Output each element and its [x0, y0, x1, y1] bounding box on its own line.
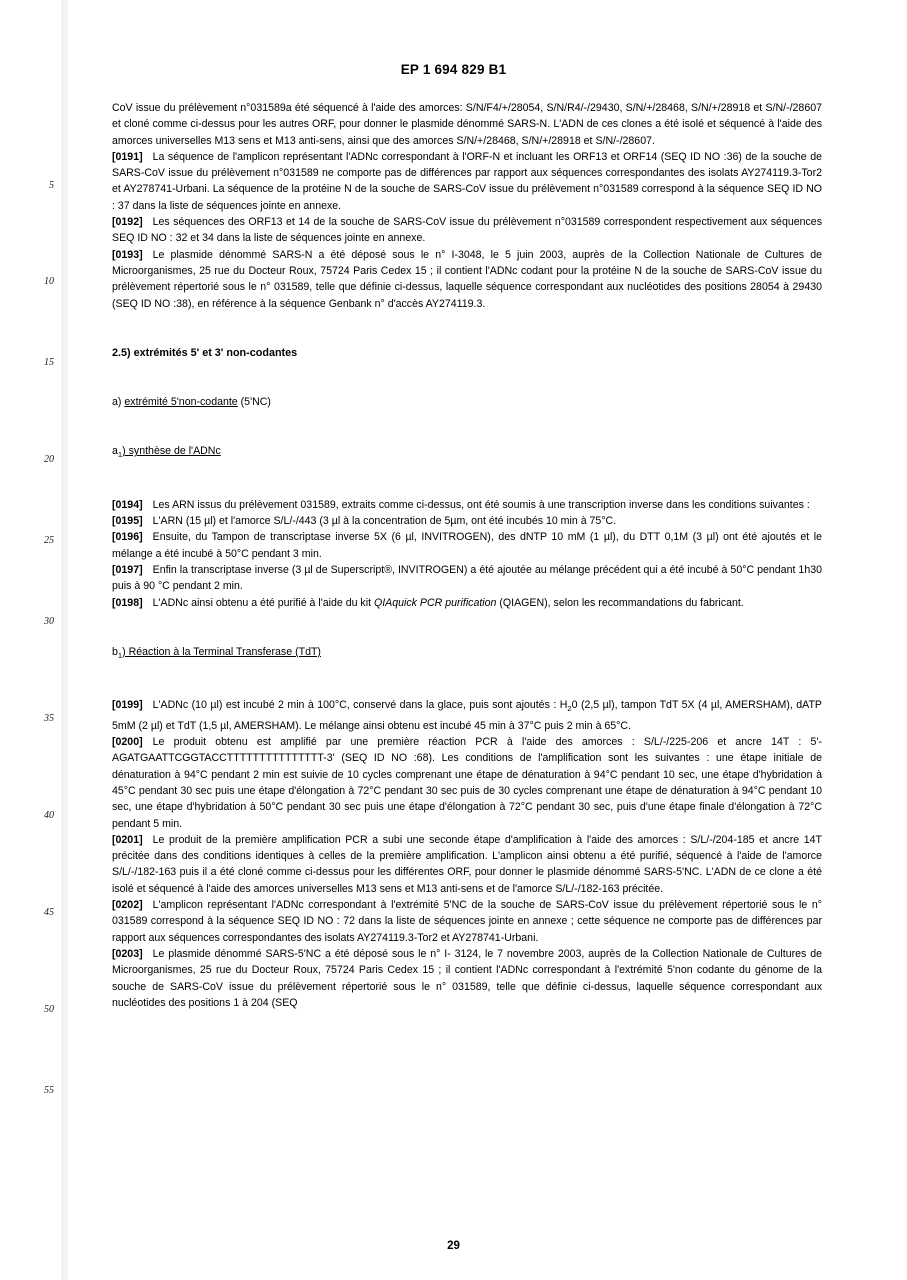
subheading-b1-prefix: b [112, 645, 118, 658]
paragraph-text: L'ARN (15 µl) et l'amorce S/L/-/443 (3 µl à la concentration de 5µm, ont été incubés 10 min à 75°C. [152, 515, 617, 528]
paragraph-text: Le produit de la première amplification PCR a subi une seconde étape d'amplification à l'aide des amorces : S/L/-/204-185 et ancre 14T précitée dans des conditions identiques à celles de la première amplification. L'amplicon ainsi obtenu a été purifié, séquencé à l'aide de l'amorce S/L/-/182-163 puis il a été cloné comme ci-dessus pour les différentes ORF, pour donner le plasmide dénommé SARS-5'NC. L'ADN de ce clone a été isolé et séquencé à l'aide des amorces universelles M13 sens et M13 anti-sens et de l'amorce S/L/-/182-163 précitée. [112, 833, 822, 895]
paragraph-0195 [112, 513, 822, 529]
paragraph-text-part2: 0 (2,5 µl), tampon TdT 5X (4 µl, AMERSHAM), dATP 5mM (2 µl) et TdT (1,5 µl, AMERSHAM). Le mélange ainsi obtenu est incubé 45 min à 37°C puis 2 min à 65°C. [112, 699, 823, 732]
section-heading-2-5: 2.5) extrémités 5' et 3' non-codantes [112, 346, 298, 359]
subheading-b1 [112, 644, 822, 664]
paragraph-0197 [112, 562, 822, 595]
subheading-b1-subscript: 1 [117, 651, 123, 661]
line-number: 40 [44, 810, 54, 821]
subheading-a-suffix: (5'NC) [237, 396, 271, 409]
paragraph-number: [0196] [112, 531, 143, 544]
paragraph-text-part1: L'ADNc (10 µl) est incubé 2 min à 100°C, conservé dans la glace, puis sont ajoutés : H [152, 699, 568, 712]
paragraph-0198 [112, 595, 822, 611]
line-number: 35 [44, 713, 54, 724]
paragraph-text: Le produit obtenu est amplifié par une première réaction PCR à l'aide des amorces : S/L/-/225-206 et ancre 14T : 5'-AGATGAATTCGGTACCTTTTTTTTTTTTTTT-3' (SEQ ID NO :68). Les conditions de l'amplification sont les suivantes : une étape initiale de dénaturation à 94°C pendant 2 min est suivie de 10 cycles comprenant une étape de dénaturation à 94°C pendant 10 sec, une étape d'hybridation à 45°C pendant 30 sec puis une étape d'élongation à 72°C pendant 30 sec puis de 30 cycles comprenant une étape de dénaturation à 94°C pendant 10 sec, une étape d'hybridation à 50°C pendant 30 sec puis une étape d'élongation à 72°C pendant 30 sec, puis d'une étape finale d'élongation à 72°C pendant 5 min. [112, 736, 822, 830]
page-title: EP 1 694 829 B1 [400, 62, 507, 77]
subheading-a-prefix: a) [112, 396, 125, 409]
kit-name-italic: QIAquick PCR purification [373, 596, 497, 609]
paragraph-0193 [112, 247, 822, 312]
paragraph-number: [0192] [112, 216, 143, 229]
paragraph-text: Les ARN issus du prélèvement 031589, extraits comme ci-dessus, ont été soumis à une transcription inverse dans les conditions suivantes : [152, 498, 810, 511]
paragraph-text: Ensuite, du Tampon de transcriptase inverse 5X (6 µl, INVITROGEN), des dNTP 10 mM (1 µl), du DTT 0,1M (3 µl) ont été ajoutés et le mélange a été incubé à 50°C pendant 3 min. [112, 531, 822, 560]
text-column [112, 100, 822, 1011]
paragraph-0202 [112, 897, 822, 946]
paragraph-number: [0201] [112, 833, 143, 846]
paragraph-number: [0199] [112, 699, 143, 712]
paragraph-0200 [112, 734, 822, 832]
subheading-b1-underlined: ) Réaction à la Terminal Transferase (TdT) [122, 645, 321, 658]
paragraph-number: [0193] [112, 248, 143, 261]
line-number: 55 [44, 1085, 54, 1096]
continuation-paragraph: CoV issue du prélèvement n°031589a été séquencé à l'aide des amorces: S/N/F4/+/28054, S/N/R4/-/29430, S/N/+/28468, S/N/+/28918 et S/N/-/28607 et cloné comme ci-dessus pour les autres ORF, pour donner le plasmide dénommé SARS-N. L'ADN de ces clones a été isolé et séquencé à l'aide des amorces universelles M13 sens et M13 anti-sens, ainsi que des amorces S/N/+/28468, S/N/+/28918 et S/N/-/28607. [112, 102, 822, 147]
paragraph-text-after-italic: (QIAGEN), selon les recommandations du fabricant. [496, 596, 744, 609]
paragraph-number: [0203] [112, 947, 143, 960]
paragraph-text: L'amplicon représentant l'ADNc correspondant à l'extrémité 5'NC de la souche de SARS-CoV issue du prélèvement répertorié sous le n° 031589 correspond à la séquence SEQ ID NO : 72 dans la liste de séquences jointe en annexe ; cette séquence ne comporte pas de différences par rapport aux séquences correspondantes des isolats AY274119.3-Tor2 et AY278741-Urbani. [112, 899, 822, 944]
left-margin-band [61, 0, 68, 1280]
paragraph-number: [0197] [112, 564, 143, 577]
paragraph-number: [0198] [112, 596, 143, 609]
paragraph-number: [0195] [112, 515, 143, 528]
paragraph-0203 [112, 946, 822, 1011]
paragraph-text: Les séquences des ORF13 et 14 de la souche de SARS-CoV issue du prélèvement n°031589 correspondent respectivement aux séquences SEQ ID NO : 32 et 34 dans la liste de séquences jointe en annexe. [112, 216, 822, 245]
line-number: 10 [44, 276, 54, 287]
paragraph-0192 [112, 214, 822, 247]
line-number: 15 [44, 357, 54, 368]
line-number: 25 [44, 535, 54, 546]
spacer [112, 664, 822, 697]
subheading-a1-subscript: 1 [117, 450, 123, 460]
subheading-a1 [112, 443, 822, 463]
spacer [112, 611, 822, 644]
paragraph-0196 [112, 529, 822, 562]
spacer [112, 361, 822, 394]
paragraph-text-before-italic: L'ADNc ainsi obtenu a été purifié à l'aide du kit [152, 596, 374, 609]
line-number: 5 [49, 180, 54, 191]
paragraph-0199 [112, 697, 822, 734]
paragraph-0194 [112, 497, 822, 513]
spacer [112, 464, 822, 497]
line-number: 45 [44, 907, 54, 918]
paragraph-0201 [112, 832, 822, 897]
line-number: 20 [44, 454, 54, 465]
subheading-a1-underlined: ) synthèse de l'ADNc [122, 445, 221, 458]
paragraph-number: [0194] [112, 498, 143, 511]
subheading-a-underlined: extrémité 5'non-codante [124, 396, 238, 409]
paragraph-number: [0200] [112, 736, 143, 749]
line-number: 30 [44, 616, 54, 627]
paragraph-text: Enfin la transcriptase inverse (3 µl de Superscript®, INVITROGEN) a été ajoutée au mélange précédent qui a été incubé à 50°C pendant 1h30 puis à 90 °C pendant 2 min. [112, 564, 822, 593]
water-subscript: 2 [567, 704, 572, 714]
subheading-a [112, 394, 822, 410]
line-number: 50 [44, 1004, 54, 1015]
paragraph-text: Le plasmide dénommé SARS-5'NC a été déposé sous le n° I- 3124, le 7 novembre 2003, auprès de la Collection Nationale de Cultures de Microorganismes, 25 rue du Docteur Roux, 75724 Paris Cedex 15 ; il contient l'ADNc correspondant à l'extrémité 5'non codante du génome de la souche de SARS-CoV issue du prélèvement répertorié sous le n° 031589, telle que définie ci-dessus, laquelle séquence correspondant aux nucléotides des positions 1 à 204 (SEQ [112, 947, 822, 1009]
paragraph-0191 [112, 149, 822, 214]
spacer [112, 312, 822, 345]
subheading-a1-prefix: a [112, 445, 118, 458]
spacer [112, 410, 822, 443]
paragraph-number: [0191] [112, 150, 143, 163]
paragraph-text: La séquence de l'amplicon représentant l'ADNc correspondant à l'ORF-N et incluant les ORF13 et ORF14 (SEQ ID NO :36) de la souche de SARS-CoV issue du prélèvement n°031589 ne comporte pas de différences par rapport aux séquences correspondantes des isolats AY274119.3-Tor2 et AY278741-Urbani. La séquence de la protéine N de la souche de SARS-CoV issue du prélèvement n°031589 correspond à la séquence SEQ ID NO : 37 dans la liste de séquences jointe en annexe. [112, 150, 822, 212]
paragraph-number: [0202] [112, 899, 143, 912]
page-number-footer: 29 [447, 1240, 460, 1252]
paragraph-text: Le plasmide dénommé SARS-N a été déposé sous le n° I-3048, le 5 juin 2003, auprès de la Collection Nationale de Cultures de Microorganismes, 25 rue du Docteur Roux, 75724 Paris Cedex 15 ; il contient l'ADNc codant pour la protéine N de la souche de SARS-CoV issue du prélèvement répertorié sous le n° 031589, telle que définie ci-dessus, laquelle séquence correspondant aux nucléotides des positions 28054 à 29430 (SEQ ID NO :38), en référence à la séquence Genbank n° d'accès AY274119.3. [112, 248, 822, 310]
